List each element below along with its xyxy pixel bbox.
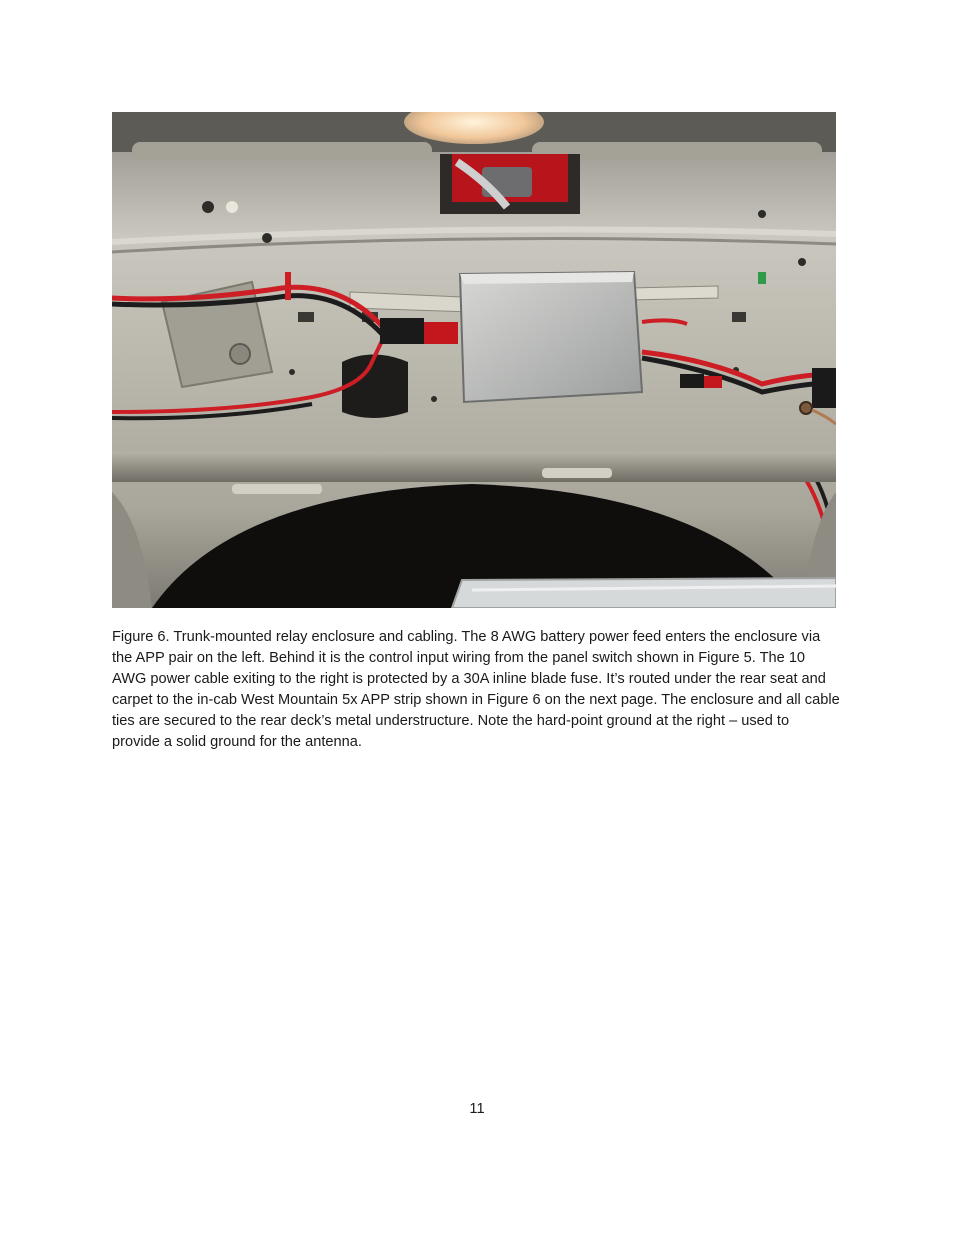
figure-photo xyxy=(112,112,836,608)
figure-caption: Figure 6. Trunk-mounted relay enclosure and cabling. The 8 AWG battery power feed enters the enclosure via the APP pair on the left. Behind it is the control input wiring from the panel switch shown in Figure 5. The 10 AWG power cable exiting to the right is protected by a 30A inline blade fuse. It’s routed under the rear seat and carpet to the in-cab West Mountain 5x APP strip shown in Figure 6 on the next page. The enclosure and all cable ties are secured to the rear deck’s metal understructure. Note the hard-point ground at the right – used to provide a solid ground for the antenna. xyxy=(112,629,840,750)
page-number: 11 xyxy=(469,1101,485,1117)
